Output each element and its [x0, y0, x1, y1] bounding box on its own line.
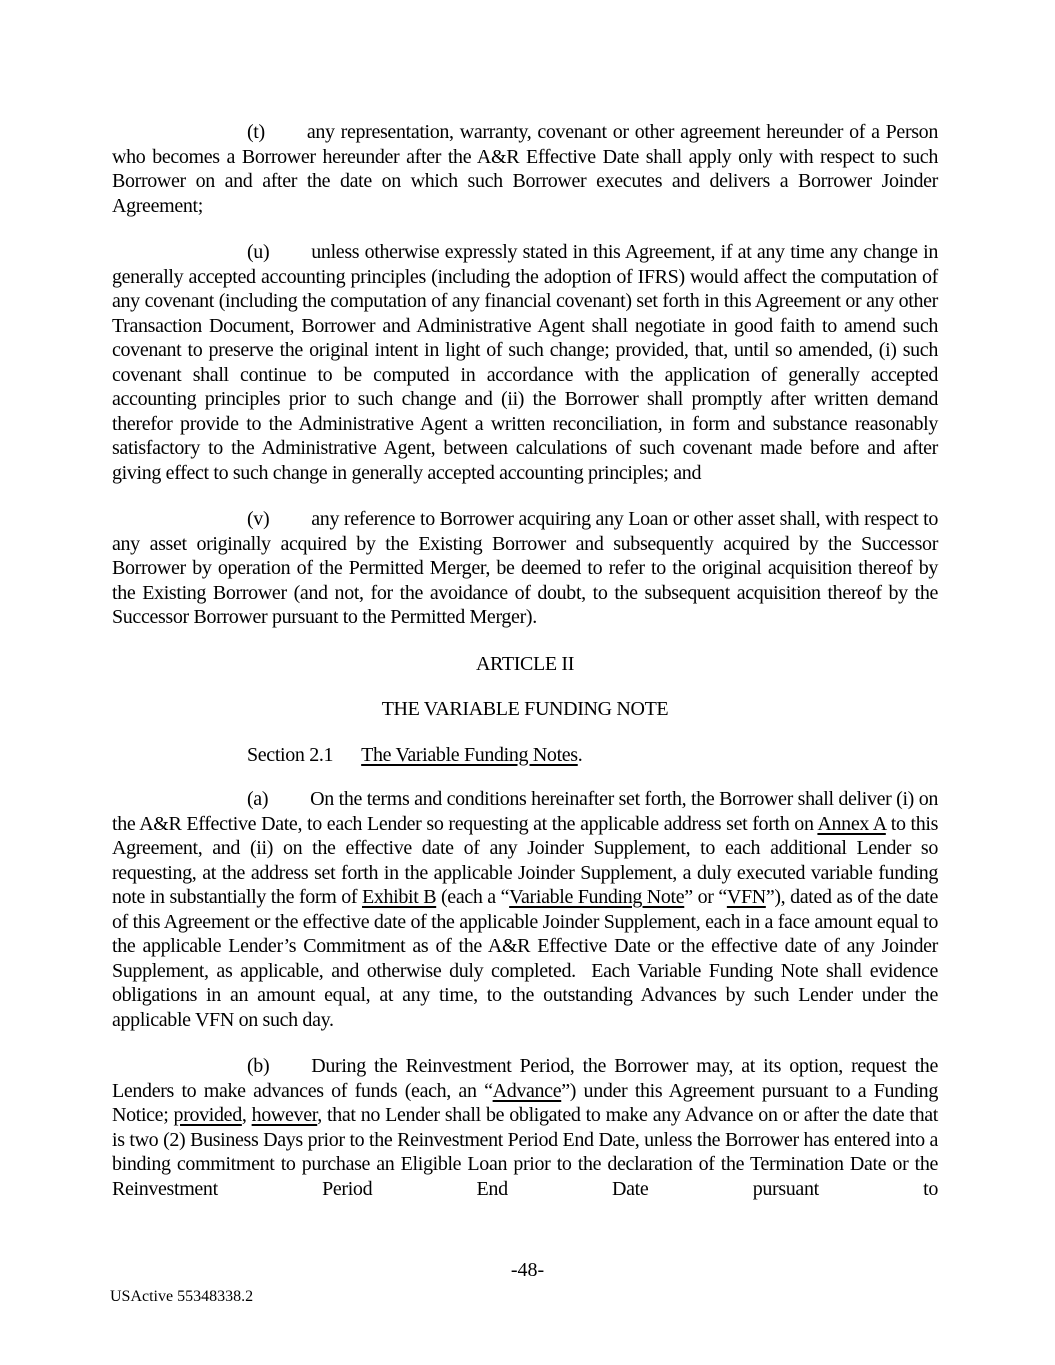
paragraph-a — [112, 787, 938, 1032]
document-id-footer: USActive 55348338.2 — [110, 1288, 254, 1305]
paragraph-b-seg-0: During the Reinvestment Period, the Borrower may, at its option, request the Lenders to make advances of funds (each, an “ — [112, 1055, 938, 1102]
section-label: Section 2.1 — [247, 743, 334, 766]
document-body — [112, 120, 938, 1223]
defined-term-variable-funding-note: Variable Funding Note — [509, 886, 685, 908]
section-2-1-line — [112, 743, 938, 768]
article-subheading: THE VARIABLE FUNDING NOTE — [381, 698, 669, 720]
paragraph-v-text: any reference to Borrower acquiring any Loan or other asset shall, with respect to any asset originally acquired by the Existing Borrower and subsequently acquired by the Successor Borrower by operation of the Permitted Merger, be deemed to refer to the original acquisition thereof by the Existing Borrower (and not, for the avoidance of doubt, to the subsequent acquisition thereof by the Successor Borrower pursuant to the Permitted Merger). — [112, 508, 938, 628]
page-number: -48- — [510, 1259, 545, 1281]
defined-term-vfn: VFN — [726, 886, 766, 908]
exhibit-b-reference: Exhibit B — [361, 886, 437, 908]
paragraph-t-text: any representation, warranty, covenant or other agreement hereunder of a Person who becomes a Borrower hereunder after the A&R Effective Date shall apply only with respect to such Borrower on and after the date on which such Borrower executes and delivers a Borrower Joinder Agreement; — [112, 121, 938, 217]
defined-term-advance: Advance — [492, 1079, 562, 1102]
section-title-period: . — [577, 743, 583, 766]
section-title: The Variable Funding Notes — [361, 743, 578, 766]
proviso-however: however — [251, 1104, 318, 1126]
paragraph-u-text: unless otherwise expressly stated in this Agreement, if at any time any change in generally accepted accounting principles (including the adoption of IFRS) would affect the computation of any covenant (including the computation of any financial covenant) set forth in this Agreement or any other Transaction Document, Borrower and Administrative Agent shall negotiate in good faith to amend such covenant to preserve the original intent in light of such change; provided, that, until so amended, (i) such covenant shall continue to be computed in accordance with the application of generally accepted accounting principles prior to such change and (ii) the Borrower shall promptly after written demand therefor provide to the Administrative Agent a written reconciliation, in form and substance reasonably satisfactory to the Administrative Agent, between calculations of such covenant made before and after giving effect to such change in generally accepted accounting principles; and — [112, 241, 938, 484]
paragraph-a-seg-8: ”), dated as of the date of this Agreement or the effective date of the applicable Joinder Supplement, each in a face amount equal to the applicable Lender’s Commitment as of the A&R Effective Date or the effective date of any Joinder Supplement, as applicable, and otherwise duly completed. Each Variable Funding Note shall evidence obligations in an amount equal, at any time, to the outstanding Advances by such Lender under the applicable VFN on such day. — [112, 886, 939, 1031]
paragraph-t — [112, 120, 938, 218]
paragraph-a-seg-2: to this Agreement, and (ii) on the effective date of any Joinder Supplement, to each additional Lender so requesting, at the address set forth in the applicable Joinder Supplement, a duly executed variable funding note in substantially the form of — [112, 812, 939, 908]
paragraph-a-seg-0: On the terms and conditions hereinafter set forth, the Borrower shall deliver (i) on the A&R Effective Date, to each Lender so requesting at the applicable address set forth on — [112, 788, 938, 835]
article-heading: ARTICLE II — [475, 652, 575, 675]
proviso-provided: provided — [173, 1104, 242, 1126]
annex-a-reference: Annex A — [817, 812, 886, 835]
paragraph-v-label: (v) — [247, 508, 270, 530]
paragraph-b-seg-6: , that no Lender shall be obligated to make any Advance on or after the date that is two (2) Business Days prior to the Reinvestment Period End Date, unless the Borrower has entered into a binding commitment to purchase an Eligible Loan prior to the declaration of the Termination Date or the Reinvestment Period End Date pursuant to — [112, 1104, 938, 1200]
paragraph-b-seg-4: , — [241, 1104, 252, 1126]
paragraph-t-label: (t) — [247, 121, 265, 143]
paragraph-u-label: (u) — [247, 241, 270, 263]
paragraph-b-label: (b) — [247, 1055, 270, 1077]
paragraph-b-seg-2: ”) under this Agreement pursuant to a Funding Notice; — [112, 1079, 938, 1126]
paragraph-a-label: (a) — [247, 788, 269, 810]
paragraph-a-seg-4: (each a “ — [436, 886, 510, 908]
paragraph-a-seg-6: ” or “ — [684, 886, 727, 908]
paragraph-u — [112, 240, 938, 485]
paragraph-v — [112, 507, 938, 630]
paragraph-b — [112, 1054, 938, 1201]
